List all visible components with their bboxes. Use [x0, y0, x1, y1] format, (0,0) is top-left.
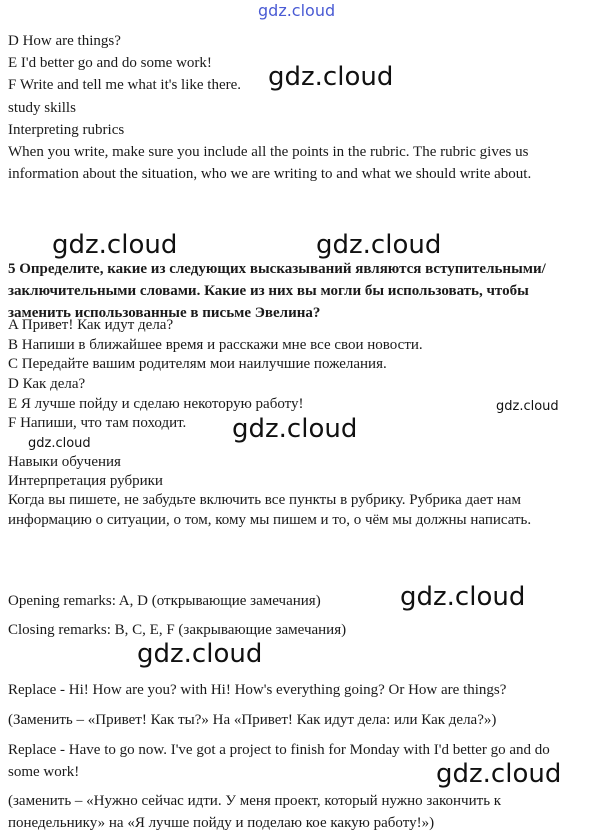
answer-closing: Closing remarks: B, C, E, F (закрывающие замечания) — [8, 622, 347, 638]
answer-replace-1-ru: (Заменить – «Привет! Как ты?» На «Привет! Как идут дела: или Как дела?») — [8, 712, 497, 728]
task-paragraph: Когда вы пишете, не забудьте включить все пункты в рубрику. Рубрика дает нам информацию о ситуации, о том, кому мы пишем и то, о чём мы должны написать. — [8, 492, 532, 528]
english-line: E I'd better go and do some work! — [8, 55, 212, 71]
answer-replace-2-ru: (заменить – «Нужно сейчас идти. У меня проект, который нужно закончить к понедельнику» на «Я лучше пойду и поделаю кое какую работу!») — [8, 793, 502, 831]
task-line: D Как дела? — [8, 376, 86, 392]
task-line: Навыки обучения — [8, 454, 121, 470]
answer-replace-1: Replace - Hi! How are you? with Hi! How's everything going? Or How are things? — [8, 682, 507, 698]
watermark-top: gdz.cloud — [258, 1, 336, 20]
task-line: A Привет! Как идут дела? — [8, 317, 174, 333]
english-line: D How are things? — [8, 33, 121, 49]
task-line: C Передайте вашим родителям мои наилучшие пожелания. — [8, 356, 387, 372]
watermark: gdz.cloud — [400, 582, 526, 612]
english-line: F Write and tell me what it's like there. — [8, 77, 242, 93]
watermark: gdz.cloud — [137, 639, 263, 669]
watermark: gdz.cloud — [52, 230, 178, 260]
task-line: F Напиши, что там походит. — [8, 415, 187, 431]
answer-replace-2: Replace - Have to go now. I've got a project to finish for Monday with I'd better go and do some work! — [8, 742, 550, 780]
task-heading: 5 Определите, какие из следующих высказываний являются вступительными/заключительными словами. Какие из них вы могли бы использовать, чтобы заменить использованные в письме Эвелина? — [8, 261, 546, 321]
watermark: gdz.cloud — [28, 436, 91, 451]
task-line: Интерпретация рубрики — [8, 473, 163, 489]
task-line: B Напиши в ближайшее время и расскажи мне все свои новости. — [8, 337, 423, 353]
watermark: gdz.cloud — [232, 414, 358, 444]
task-line: E Я лучше пойду и сделаю некоторую работу! — [8, 396, 304, 412]
watermark: gdz.cloud — [436, 759, 562, 789]
english-line: Interpreting rubrics — [8, 122, 125, 138]
watermark: gdz.cloud — [268, 62, 394, 92]
answer-opening: Opening remarks: A, D (открывающие замечания) — [8, 593, 321, 609]
watermark: gdz.cloud — [316, 230, 442, 260]
english-line: study skills — [8, 100, 76, 116]
watermark: gdz.cloud — [496, 399, 559, 414]
english-paragraph: When you write, make sure you include all the points in the rubric. The rubric gives us information about the situation, who we are writing to and what we should write about. — [8, 144, 532, 182]
